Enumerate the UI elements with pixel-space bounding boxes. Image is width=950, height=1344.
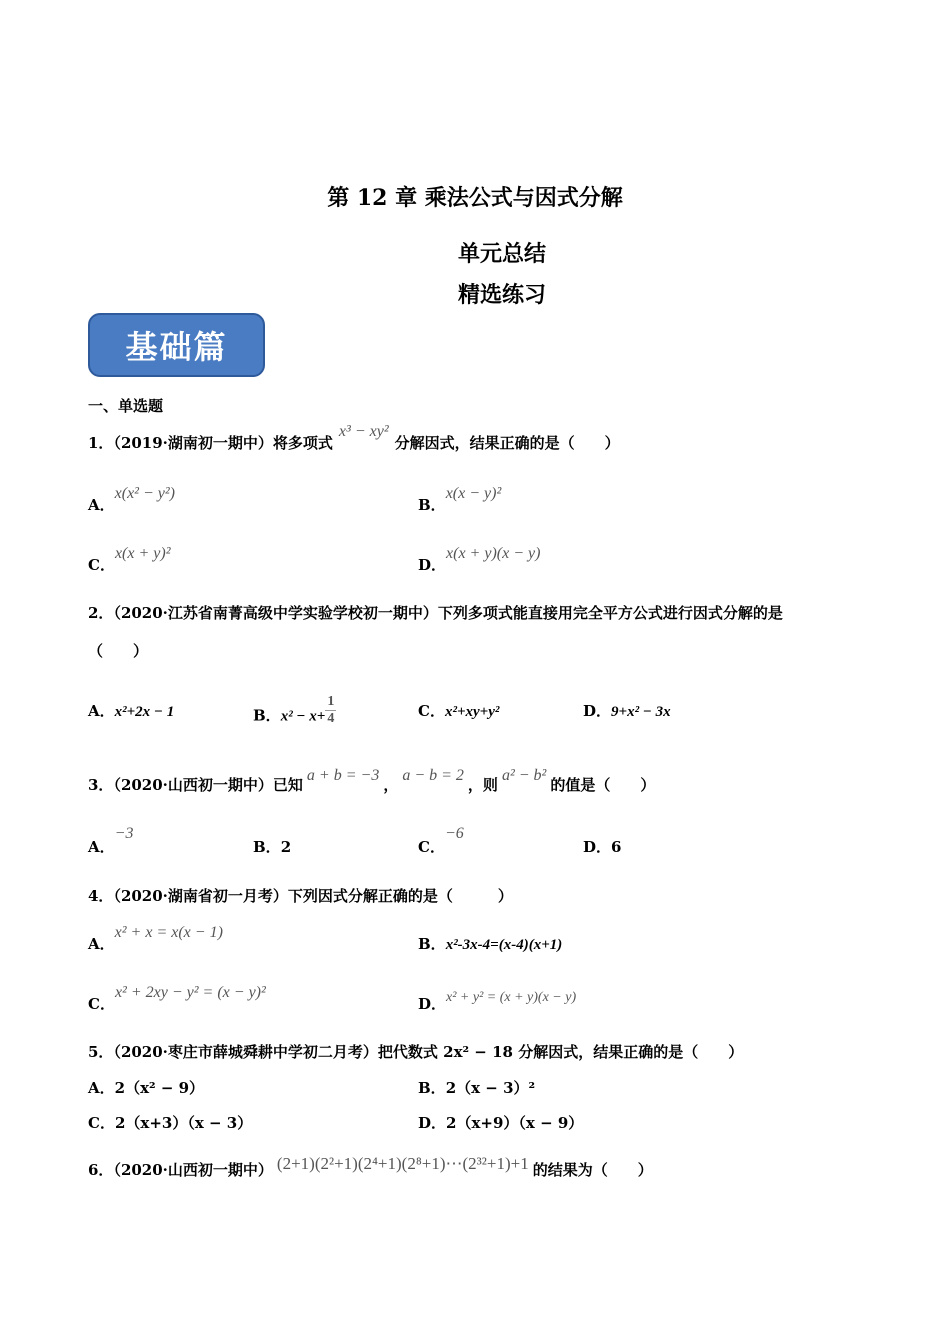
q5-option-a: A．2（x² − 9）	[88, 1079, 205, 1097]
question-number: 1．	[88, 434, 114, 452]
q4-option-c: C．x² + 2xy − y² = (x − y)²	[88, 984, 266, 1013]
q1-option-d: D．x(x + y)(x − y)	[418, 545, 541, 574]
question-tail: 分解因式，结果正确的是（ ）	[394, 434, 620, 452]
q5-option-d: D．2（x+9）（x − 9）	[418, 1114, 584, 1132]
q2-option-b: B．x² − x+ $\frac{1}{4}$	[253, 694, 335, 726]
q2-option-a: A．x²+2x − 1	[88, 702, 175, 720]
q3-option-a: A．−3	[88, 825, 134, 856]
question-6: 6．（2020·山西初一期中） (2+1)(2²+1)(2⁴+1)(2⁸+1)⋯(2³²+1)+1 的结果为（ ）	[88, 1154, 653, 1179]
math-expression: x³ − xy²	[338, 423, 389, 440]
q4-option-a: A．x² + x = x(x − 1)	[88, 924, 223, 953]
q2-option-d: D．9+x² − 3x	[583, 702, 671, 720]
question-4: 4．（2020·湖南省初一月考）下列因式分解正确的是（ ）	[88, 887, 513, 905]
math-expression: (2+1)(2²+1)(2⁴+1)(2⁸+1)⋯(2³²+1)+1	[276, 1154, 529, 1173]
q5-option-c: C．2（x+3）（x − 3）	[88, 1114, 253, 1132]
basic-level-badge	[88, 313, 265, 377]
q1-option-b: B．x(x − y)²	[418, 485, 502, 514]
fraction: $\frac{1}{4}$	[327, 694, 335, 726]
question-3: 3．（2020·山西初一期中）已知a + b = −3，a − b = 2，则a² − b²的值是（ ）	[88, 767, 656, 794]
question-1	[88, 423, 620, 453]
question-2-tail: （ ）	[88, 642, 149, 660]
q3-option-c: C．−6	[418, 825, 464, 856]
q1-option-c: C．x(x + y)²	[88, 545, 171, 574]
q2-option-c: C．x²+xy+y²	[418, 702, 500, 720]
question-2: 2．（2020·江苏省南菁高级中学实验学校初一期中）下列多项式能直接用完全平方公式进行因式分解的是	[88, 604, 783, 622]
unit-summary-title: 单元总结	[457, 241, 546, 267]
badge-label: 基础篇	[125, 328, 228, 366]
q5-option-b: B．2（x − 3）²	[418, 1079, 536, 1097]
q1-option-a: A．x(x² − y²)	[88, 485, 175, 514]
section-title: 一、单选题	[88, 397, 164, 415]
q3-option-b: B．2	[253, 838, 292, 856]
selected-exercises-title: 精选练习	[457, 282, 546, 308]
q3-option-d: D．6	[583, 838, 622, 856]
q4-option-b: B．x²-3x-4=(x-4)(x+1)	[418, 935, 563, 953]
q4-option-d: D．x² + y² = (x + y)(x − y)	[418, 990, 577, 1013]
question-text: （2019·湖南初一期中）将多项式	[113, 434, 333, 452]
question-5: 5．（2020·枣庄市薛城舜耕中学初二月考）把代数式 2x² − 18 分解因式，结果正确的是（ ）	[88, 1043, 744, 1061]
chapter-title: 第 12 章 乘法公式与因式分解	[327, 185, 623, 211]
